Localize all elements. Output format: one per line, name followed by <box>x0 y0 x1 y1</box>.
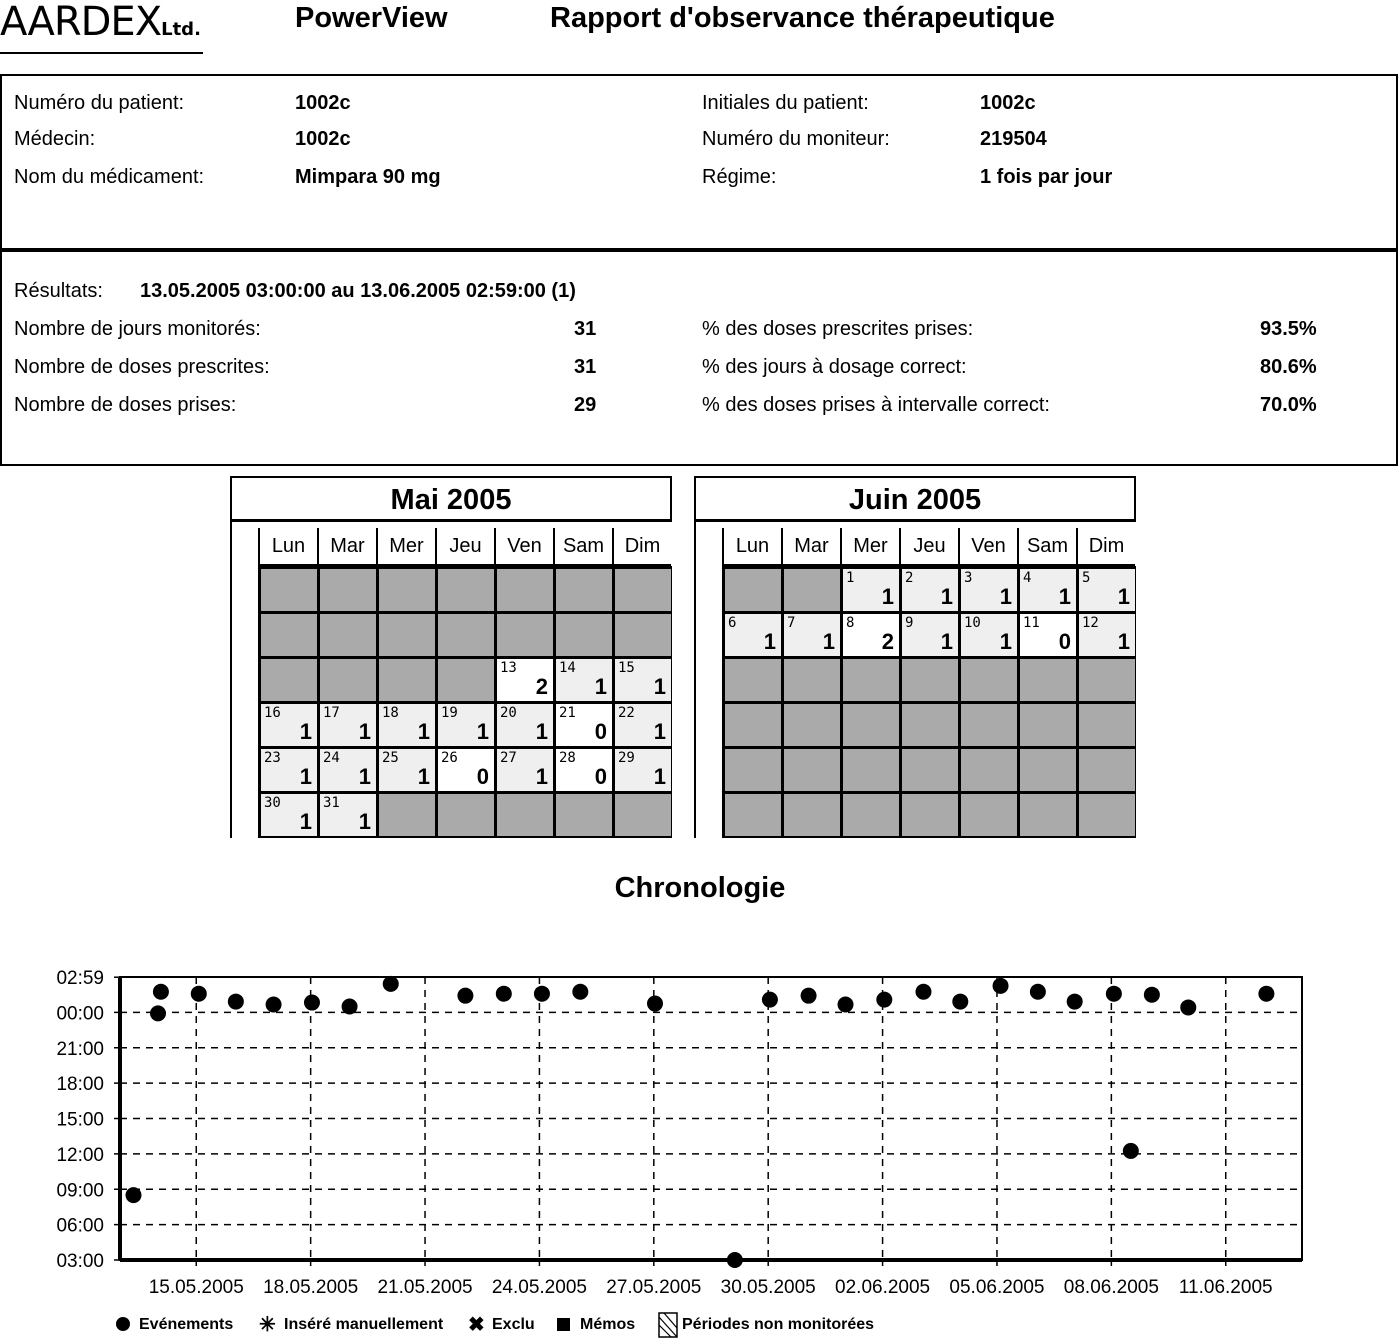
calendar-empty-cell <box>556 569 612 611</box>
y-tick-label: 18:00 <box>56 1074 104 1096</box>
dose-count: 1 <box>358 764 371 789</box>
weekday-header: Jeu <box>899 528 958 566</box>
manual-insert-icon: ✳ <box>259 1314 276 1336</box>
calendar-empty-cell <box>961 749 1017 791</box>
regimen-label: Régime: <box>702 166 777 188</box>
event-point <box>228 994 244 1010</box>
initials-value: 1002c <box>980 92 1036 114</box>
y-tick-label: 12:00 <box>56 1144 104 1166</box>
event-point <box>496 986 512 1002</box>
dose-count: 1 <box>999 584 1012 609</box>
x-tick-label: 02.06.2005 <box>835 1277 931 1298</box>
y-tick-label: 02:59 <box>56 968 104 990</box>
day-number: 5 <box>1082 570 1091 586</box>
calendar-day-cell <box>1079 614 1135 656</box>
event-point <box>952 994 968 1010</box>
calendar-empty-cell <box>843 794 899 836</box>
memo-icon <box>557 1318 570 1331</box>
calendar-empty-cell <box>902 659 958 701</box>
calendar-empty-cell <box>784 794 840 836</box>
calendar-empty-cell <box>320 614 376 656</box>
calendar-empty-cell <box>497 569 553 611</box>
y-tick-label: 00:00 <box>56 1003 104 1025</box>
day-number: 24 <box>323 750 340 766</box>
dose-count: 2 <box>881 629 894 654</box>
y-tick-label: 09:00 <box>56 1180 104 1202</box>
day-number: 14 <box>559 660 576 676</box>
calendar-empty-cell <box>379 794 435 836</box>
calendar-empty-cell <box>261 614 317 656</box>
event-point <box>801 988 817 1004</box>
calendar-empty-cell <box>902 749 958 791</box>
initials-label: Initiales du patient: <box>702 92 869 114</box>
calendar-empty-cell <box>725 794 781 836</box>
event-point <box>572 984 588 1000</box>
calendar-empty-cell <box>261 569 317 611</box>
calendar-grid <box>258 566 672 838</box>
chronology-chart <box>0 960 1400 1310</box>
calendar-empty-cell <box>379 659 435 701</box>
calendar-empty-cell <box>438 659 494 701</box>
pct-taken-label: % des doses prescrites prises: <box>702 318 974 340</box>
dose-count: 1 <box>653 719 666 744</box>
calendar-empty-cell <box>902 704 958 746</box>
dose-count: 1 <box>940 584 953 609</box>
weekday-header: Mer <box>840 528 899 566</box>
calendar-june <box>694 476 1136 838</box>
results-period: 13.05.2005 03:00:00 au 13.06.2005 02:59:00 (1) <box>140 280 576 302</box>
weekday-header: Ven <box>494 528 553 566</box>
y-tick-label: 06:00 <box>56 1215 104 1237</box>
day-number: 17 <box>323 705 340 721</box>
calendar-day-cell <box>320 704 376 746</box>
event-point <box>150 1005 166 1021</box>
calendar-empty-cell <box>438 614 494 656</box>
calendar-empty-cell <box>438 794 494 836</box>
day-number: 15 <box>618 660 635 676</box>
monitor-label: Numéro du moniteur: <box>702 128 890 150</box>
calendar-day-cell <box>784 614 840 656</box>
calendar-title: Mai 2005 <box>230 476 672 522</box>
day-number: 31 <box>323 795 340 811</box>
event-point <box>304 995 320 1011</box>
event-point <box>342 998 358 1014</box>
events-legend-icon <box>116 1317 130 1331</box>
x-tick-label: 08.06.2005 <box>1063 1277 1159 1298</box>
calendar-empty-cell <box>725 569 781 611</box>
x-tick-label: 21.05.2005 <box>377 1277 473 1298</box>
weekday-header: Dim <box>612 528 671 566</box>
event-point <box>762 992 778 1008</box>
day-number: 1 <box>846 570 855 586</box>
dose-count: 1 <box>653 764 666 789</box>
event-point <box>1180 999 1196 1015</box>
calendar-day-cell <box>843 614 899 656</box>
drug-label: Nom du médicament: <box>14 166 205 188</box>
weekday-header: Jeu <box>435 528 494 566</box>
pct-days-value: 80.6% <box>1260 356 1317 378</box>
calendar-day-cell <box>961 569 1017 611</box>
dose-count: 2 <box>535 674 548 699</box>
y-tick-label: 21:00 <box>56 1038 104 1060</box>
calendar-day-cell <box>902 569 958 611</box>
dose-count: 0 <box>1058 629 1071 654</box>
calendar-empty-cell <box>784 569 840 611</box>
x-tick-label: 24.05.2005 <box>491 1277 587 1298</box>
day-number: 13 <box>500 660 517 676</box>
dose-count: 1 <box>417 719 430 744</box>
day-number: 28 <box>559 750 576 766</box>
calendar-grid <box>722 566 1136 838</box>
days-monitored-label: Nombre de jours monitorés: <box>14 318 261 340</box>
events-legend-label: Evénements <box>139 1316 234 1333</box>
x-tick-label: 15.05.2005 <box>148 1277 244 1298</box>
event-point <box>1067 994 1083 1010</box>
doses-taken-label: Nombre de doses prises: <box>14 394 237 416</box>
manual-legend-label: Inséré manuellement <box>284 1316 444 1333</box>
calendar-empty-cell <box>1079 749 1135 791</box>
event-point <box>647 996 663 1012</box>
pct-days-label: % des jours à dosage correct: <box>702 356 967 378</box>
calendar-day-cell <box>615 659 671 701</box>
x-tick-label: 30.05.2005 <box>720 1277 816 1298</box>
calendar-empty-cell <box>438 569 494 611</box>
dose-count: 1 <box>594 674 607 699</box>
calendar-day-cell <box>1020 569 1076 611</box>
app-name: PowerView <box>295 2 448 34</box>
dose-count: 1 <box>535 719 548 744</box>
calendar-empty-cell <box>497 614 553 656</box>
event-point <box>727 1252 743 1268</box>
dose-count: 1 <box>940 629 953 654</box>
monitor-value: 219504 <box>980 128 1047 150</box>
event-point <box>457 988 473 1004</box>
event-point <box>383 976 399 992</box>
dose-count: 1 <box>476 719 489 744</box>
calendar-may <box>230 476 672 838</box>
day-number: 20 <box>500 705 517 721</box>
weekday-header: Mar <box>317 528 376 566</box>
calendar-day-cell <box>497 749 553 791</box>
calendar-day-cell <box>1079 569 1135 611</box>
event-point <box>1258 986 1274 1002</box>
calendar-day-cell <box>615 704 671 746</box>
day-number: 19 <box>441 705 458 721</box>
calendar-empty-cell <box>843 659 899 701</box>
patient-number-value: 1002c <box>295 92 351 114</box>
day-number: 3 <box>964 570 973 586</box>
calendar-border <box>694 522 696 838</box>
event-point <box>153 984 169 1000</box>
calendar-title: Juin 2005 <box>694 476 1136 522</box>
calendar-day-cell <box>497 704 553 746</box>
event-point <box>838 997 854 1013</box>
calendar-empty-cell <box>843 749 899 791</box>
dose-count: 1 <box>299 719 312 744</box>
doses-prescribed-label: Nombre de doses prescrites: <box>14 356 270 378</box>
event-point <box>1123 1143 1139 1159</box>
calendar-empty-cell <box>320 659 376 701</box>
calendar-empty-cell <box>784 704 840 746</box>
dose-count: 1 <box>535 764 548 789</box>
day-number: 7 <box>787 615 796 631</box>
calendar-day-cell <box>497 659 553 701</box>
patient-info-box <box>0 74 1398 252</box>
weekday-header: Ven <box>958 528 1017 566</box>
weekday-header: Mer <box>376 528 435 566</box>
calendar-empty-cell <box>556 614 612 656</box>
event-point <box>915 984 931 1000</box>
day-number: 30 <box>264 795 281 811</box>
day-number: 22 <box>618 705 635 721</box>
patient-number-label: Numéro du patient: <box>14 92 185 114</box>
day-number: 12 <box>1082 615 1099 631</box>
calendar-empty-cell <box>1079 794 1135 836</box>
calendar-day-cell <box>379 749 435 791</box>
x-tick-label: 05.06.2005 <box>949 1277 1045 1298</box>
event-point <box>876 992 892 1008</box>
event-point <box>1144 987 1160 1003</box>
calendar-day-cell <box>379 704 435 746</box>
calendar-day-cell <box>961 614 1017 656</box>
pct-taken-value: 93.5% <box>1260 318 1317 340</box>
calendar-empty-cell <box>615 794 671 836</box>
day-number: 2 <box>905 570 914 586</box>
dose-count: 1 <box>299 764 312 789</box>
event-point <box>1030 984 1046 1000</box>
calendar-empty-cell <box>843 704 899 746</box>
unmonitored-period-icon <box>658 1312 678 1338</box>
dose-count: 1 <box>417 764 430 789</box>
day-number: 8 <box>846 615 855 631</box>
day-number: 29 <box>618 750 635 766</box>
y-tick-label: 15:00 <box>56 1109 104 1131</box>
calendar-day-cell <box>438 704 494 746</box>
doctor-value: 1002c <box>295 128 351 150</box>
calendar-day-cell <box>320 749 376 791</box>
day-number: 9 <box>905 615 914 631</box>
dose-count: 1 <box>1117 629 1130 654</box>
weekday-header: Lun <box>722 528 781 566</box>
calendar-empty-cell <box>379 569 435 611</box>
weekday-header: Mar <box>781 528 840 566</box>
days-monitored-value: 31 <box>574 318 597 340</box>
calendar-empty-cell <box>725 659 781 701</box>
calendar-day-cell <box>556 749 612 791</box>
pct-interval-value: 70.0% <box>1260 394 1317 416</box>
day-number: 27 <box>500 750 517 766</box>
excluded-icon: ✖ <box>468 1314 485 1336</box>
weekday-header: Lun <box>258 528 317 566</box>
calendar-empty-cell <box>615 614 671 656</box>
dose-count: 1 <box>763 629 776 654</box>
day-number: 21 <box>559 705 576 721</box>
event-point <box>534 986 550 1002</box>
calendar-empty-cell <box>556 794 612 836</box>
calendar-empty-cell <box>379 614 435 656</box>
weekday-header: Sam <box>1017 528 1076 566</box>
logo-text: AARDEX <box>0 0 162 45</box>
logo-suffix: Ltd. <box>161 19 201 40</box>
x-tick-label: 11.06.2005 <box>1178 1277 1273 1298</box>
calendar-day-cell <box>261 704 317 746</box>
day-number: 6 <box>728 615 737 631</box>
calendar-empty-cell <box>725 749 781 791</box>
x-tick-label: 18.05.2005 <box>263 1277 359 1298</box>
weekday-header: Sam <box>553 528 612 566</box>
calendar-empty-cell <box>784 659 840 701</box>
calendar-empty-cell <box>320 569 376 611</box>
report-title: Rapport d'observance thérapeutique <box>550 2 1055 34</box>
dose-count: 1 <box>1117 584 1130 609</box>
day-number: 16 <box>264 705 281 721</box>
dose-count: 1 <box>999 629 1012 654</box>
company-logo <box>0 0 203 54</box>
results-label: Résultats: <box>14 280 103 302</box>
dose-count: 1 <box>1058 584 1071 609</box>
calendar-empty-cell <box>784 749 840 791</box>
event-point <box>126 1187 142 1203</box>
chronology-title: Chronologie <box>614 872 786 904</box>
calendar-empty-cell <box>961 794 1017 836</box>
calendar-day-cell <box>725 614 781 656</box>
calendar-empty-cell <box>615 569 671 611</box>
calendar-day-cell <box>261 794 317 836</box>
calendar-empty-cell <box>1079 704 1135 746</box>
dose-count: 1 <box>881 584 894 609</box>
dose-count: 0 <box>594 764 607 789</box>
dose-count: 1 <box>358 809 371 834</box>
dose-count: 1 <box>358 719 371 744</box>
event-point <box>266 997 282 1013</box>
pct-interval-label: % des doses prises à intervalle correct: <box>702 394 1050 416</box>
y-tick-label: 03:00 <box>56 1251 104 1272</box>
doctor-label: Médecin: <box>14 128 96 150</box>
calendar-empty-cell <box>1020 794 1076 836</box>
event-point <box>191 986 207 1002</box>
calendar-day-cell <box>320 794 376 836</box>
day-number: 25 <box>382 750 399 766</box>
calendar-day-cell <box>438 749 494 791</box>
day-number: 4 <box>1023 570 1032 586</box>
calendar-empty-cell <box>1079 659 1135 701</box>
day-number: 18 <box>382 705 399 721</box>
dose-count: 1 <box>299 809 312 834</box>
dose-count: 1 <box>653 674 666 699</box>
calendar-border <box>230 522 232 838</box>
dose-count: 0 <box>476 764 489 789</box>
calendar-day-cell <box>843 569 899 611</box>
calendar-day-cell <box>261 749 317 791</box>
doses-taken-value: 29 <box>574 394 597 416</box>
calendar-empty-cell <box>961 659 1017 701</box>
excluded-legend-label: Exclu <box>492 1316 535 1333</box>
x-tick-label: 27.05.2005 <box>606 1277 702 1298</box>
drug-value: Mimpara 90 mg <box>295 166 441 188</box>
doses-prescribed-value: 31 <box>574 356 597 378</box>
memos-legend-label: Mémos <box>580 1316 636 1333</box>
results-box <box>0 248 1398 466</box>
calendar-day-cell <box>556 659 612 701</box>
calendar-empty-cell <box>1020 749 1076 791</box>
calendar-empty-cell <box>497 794 553 836</box>
unmonitored-legend-label: Périodes non monitorées <box>682 1316 875 1333</box>
day-number: 10 <box>964 615 981 631</box>
calendar-empty-cell <box>1020 659 1076 701</box>
calendar-day-cell <box>615 749 671 791</box>
calendar-empty-cell <box>725 704 781 746</box>
day-number: 23 <box>264 750 281 766</box>
regimen-value: 1 fois par jour <box>980 166 1113 188</box>
calendar-empty-cell <box>961 704 1017 746</box>
calendar-empty-cell <box>902 794 958 836</box>
day-number: 26 <box>441 750 458 766</box>
calendar-day-cell <box>556 704 612 746</box>
calendar-day-cell <box>902 614 958 656</box>
weekday-header: Dim <box>1076 528 1135 566</box>
day-number: 11 <box>1023 615 1040 631</box>
calendar-day-cell <box>1020 614 1076 656</box>
dose-count: 0 <box>594 719 607 744</box>
event-point <box>1106 986 1122 1002</box>
dose-count: 1 <box>822 629 835 654</box>
calendar-empty-cell <box>1020 704 1076 746</box>
calendar-empty-cell <box>261 659 317 701</box>
event-point <box>993 978 1009 994</box>
